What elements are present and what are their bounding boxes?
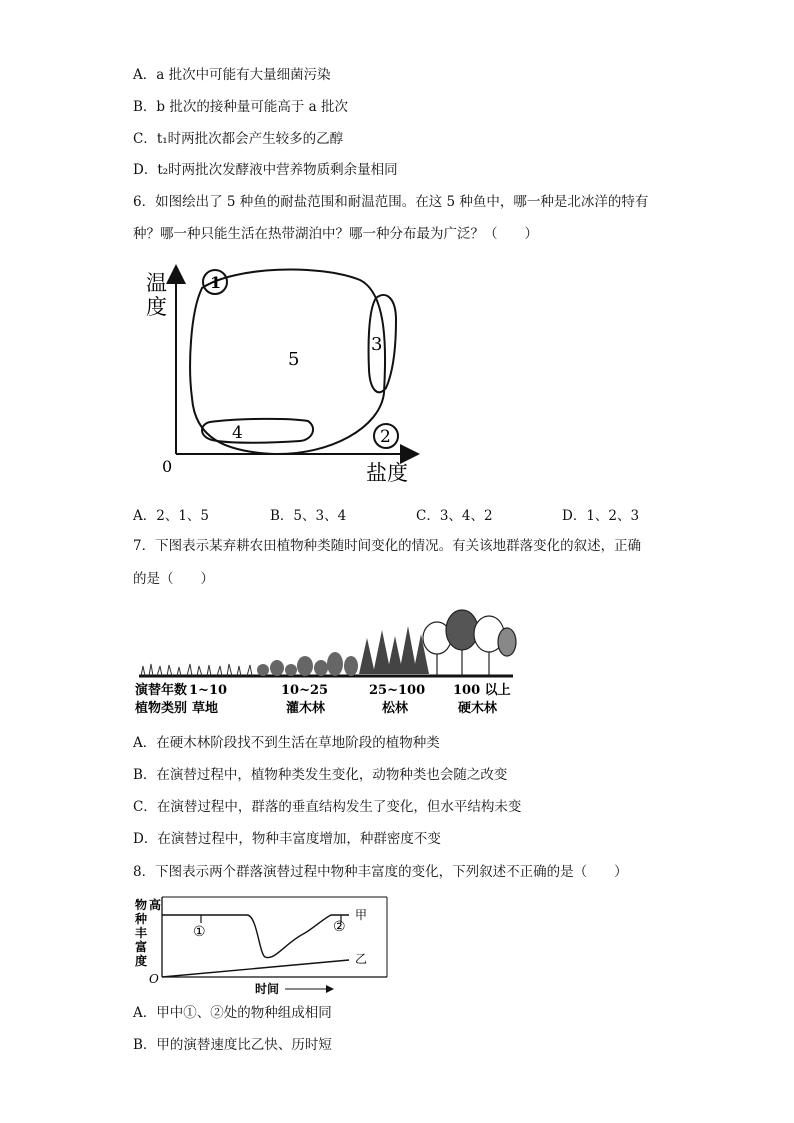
q6-origin: 0 [162,457,173,476]
q6-label-5: 5 [288,349,300,370]
q6-option-b: B．5、3、4 [270,508,347,524]
q7-stem-line2: 的是（ ） [133,571,214,587]
q7-row1-label: 演替年数 [135,683,188,698]
q8-stem: 8．下图表示两个群落演替过程中物种丰富度的变化，下列叙述不正确的是（ ） [133,864,628,880]
q8-y-label-0: 物 [135,898,148,912]
q8-y-label-4: 度 [135,954,148,968]
q8-curve-b [162,960,349,977]
q8-richness-figure [135,893,393,997]
q8-curve-a [162,915,349,958]
q7-shrub-illustration [257,652,358,676]
q8-curve-b-label: 乙 [355,952,368,966]
q7-years-2: 10~25 [281,683,329,698]
q7-stage-3: 松林 [382,701,409,716]
q7-option-a: A．在硬木林阶段找不到生活在草地阶段的植物种类 [133,735,440,751]
q8-point-1: ① [193,924,206,940]
q7-pine-illustration [359,626,429,674]
q8-option-a: A．甲中①、②处的物种组成相同 [133,1005,332,1021]
q7-succession-figure [135,608,517,720]
q8-y-label-2: 丰 [135,926,148,940]
q7-hardwood-illustration [423,610,516,676]
q7-grass-illustration [141,664,252,676]
q7-option-c: C．在演替过程中，群落的垂直结构发生了变化，但水平结构未变 [133,799,522,815]
q6-options [133,504,653,524]
q8-option-b: B．甲的演替速度比乙快、历时短 [133,1037,332,1053]
q5-option-b: B．b 批次的接种量可能高于 a 批次 [133,99,348,115]
q8-point-2: ② [333,919,346,935]
q6-fish-tolerance-figure [140,258,440,490]
q8-y-label-3: 富 [135,940,148,954]
q7-row2-label: 植物类别 [135,701,188,716]
q5-option-d: D．t₂时两批次发酵液中营养物质剩余量相同 [133,162,398,178]
q6-y-label-2: 度 [146,295,167,319]
q8-x-label: 时间 [255,982,280,996]
q8-y-label-1: 种 [135,912,148,926]
q7-stage-2: 灌木林 [286,701,326,716]
q7-stage-4: 硬木林 [458,701,498,716]
q6-stem-line1: 6．如图绘出了 5 种鱼的耐盐范围和耐温范围。在这 5 种鱼中，哪一种是北冰洋的特有 [133,194,649,210]
q6-y-label-1: 温 [146,271,167,295]
q8-origin: O [149,972,159,986]
q6-x-label: 盐度 [366,461,408,485]
q6-label-2: 2 [380,427,391,447]
q6-label-4: 4 [232,423,243,443]
q6-stem-line2: 种？哪一种只能生活在热带湖泊中？哪一种分布最为广泛？（ ） [133,226,538,242]
q7-stem-line1: 7．下图表示某弃耕农田植物种类随时间变化的情况。有关该地群落变化的叙述，正确 [133,538,642,554]
q7-option-d: D．在演替过程中，物种丰富度增加，种群密度不变 [133,831,441,847]
q7-stage-1: 草地 [192,701,219,716]
q7-years-1: 1~10 [189,683,228,698]
q6-label-3: 3 [371,334,383,355]
q6-label-1: 1 [210,273,222,292]
q6-region-4 [202,419,313,443]
q7-years-3: 25~100 [369,683,426,698]
q5-option-a: A．a 批次中可能有大量细菌污染 [133,67,331,83]
q8-curve-a-label: 甲 [355,908,368,922]
q5-option-c: C．t₁时两批次都会产生较多的乙醇 [133,131,344,147]
q6-option-a: A．2、1、5 [133,508,210,524]
q7-option-b: B．在演替过程中，植物种类发生变化，动物种类也会随之改变 [133,767,508,783]
q6-option-d: D．1、2、3 [562,508,640,524]
q8-y-high: 高 [149,898,162,912]
q6-option-c: C．3、4、2 [416,508,493,524]
q7-years-4: 100 以上 [453,683,511,698]
